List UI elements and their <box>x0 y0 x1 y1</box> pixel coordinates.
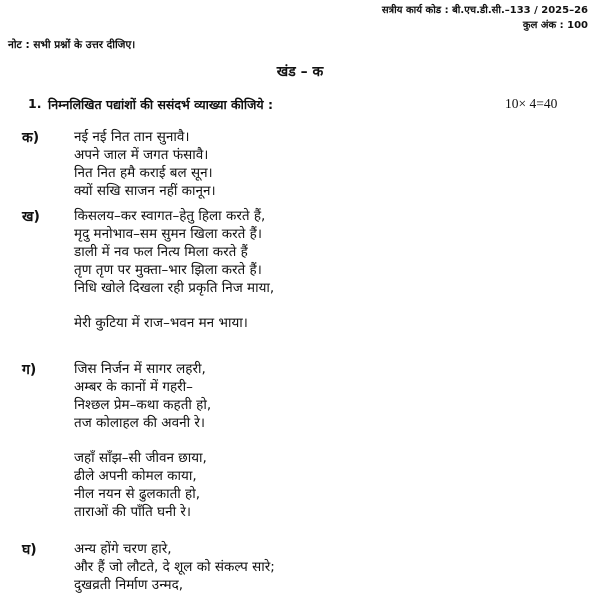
verse-line: तृण तृण पर मुक्ता–भार झिला करते हैं। <box>74 262 262 278</box>
verse-line: क्यों सखि साजन नहीं कानून। <box>74 183 216 199</box>
verse-line: ढीले अपनी कोमल काया, <box>74 468 197 484</box>
verse-line: जिस निर्जन में सागर लहरी, <box>74 361 206 377</box>
instruction-note: नोट : सभी प्रश्नों के उत्तर दीजिए। <box>8 39 136 51</box>
verse-line: निश्छल प्रेम–कथा कहती हो, <box>74 397 212 413</box>
passage-label-gha: घ) <box>22 542 37 558</box>
verse-line: निधि खोले दिखला रही प्रकृति निज माया, <box>74 280 275 296</box>
assignment-code: सत्रीय कार्य कोड : बी.एच.डी.सी.–133 / 2025–26 <box>381 5 588 16</box>
total-marks: कुल अंक : 100 <box>522 20 588 31</box>
verse-line: नित नित हमै कराई बल सून। <box>74 165 213 181</box>
verse-line: दुखव्रती निर्माण उन्मद, <box>74 577 184 593</box>
verse-line: नील नयन से ढुलकाती हो, <box>74 486 201 502</box>
question-number: 1. <box>28 96 42 111</box>
verse-line: जहाँ साँझ–सी जीवन छाया, <box>74 450 207 466</box>
verse-line: तज कोलाहल की अवनी रे। <box>74 415 206 431</box>
verse-line: मृदु मनोभाव–सम सुमन खिला करते हैं। <box>74 226 262 242</box>
verse-line: मेरी कुटिया में राज–भवन मन भाया। <box>74 315 248 331</box>
verse-line: अपने जाल में जगत फंसावै। <box>74 147 209 163</box>
verse-line: नई नई नित तान सुनावै। <box>74 129 190 145</box>
passage-label-ka: क) <box>22 130 40 146</box>
verse-line: ताराओं की पाँति घनी रे। <box>74 504 191 520</box>
passage-label-kha: ख) <box>22 209 40 225</box>
verse-line: और हैं जो लौटते, दे शूल को संकल्प सारे; <box>74 559 275 575</box>
section-title: खंड – क <box>276 64 324 80</box>
verse-line: अन्य होंगे चरण हारे, <box>74 541 172 557</box>
verse-line: डाली में नव फल नित्य मिला करते हैं <box>74 244 248 260</box>
verse-line: किसलय–कर स्वागत–हेतु हिला करते हैं, <box>74 208 266 224</box>
question-text: निम्नलिखित पद्यांशों की ससंदर्भ व्याख्या कीजिये : <box>48 97 274 112</box>
verse-line: अम्बर के कानों में गहरी– <box>74 379 193 395</box>
question-marks: 10× 4=40 <box>505 96 558 111</box>
passage-label-ga: ग) <box>22 362 37 378</box>
